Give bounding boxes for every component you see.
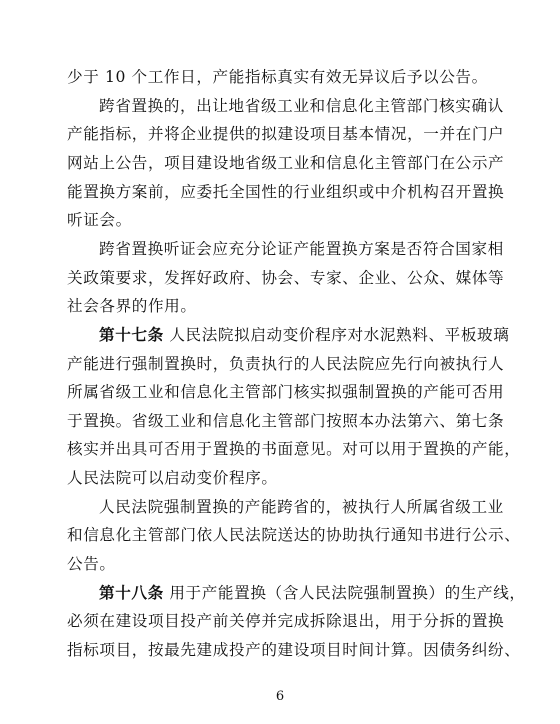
article-18-line [99, 583, 560, 603]
article-17-heading: 第十七条 [99, 325, 164, 344]
text-line: 人民法院可以启动变价程序。 [67, 469, 278, 487]
article-18-heading: 第十八条 [99, 583, 164, 602]
text-line: 听证会。 [67, 211, 132, 229]
article-17-line [99, 325, 560, 345]
text-line: 产能进行强制置换时，负责执行的人民法院应先行向被执行人 [67, 355, 505, 373]
text-line: 核实并出具可否用于置换的书面意见。对可以用于置换的产能， [67, 440, 521, 458]
text-line: 少于 10 个工作日，产能指标真实有效无异议后予以公告。 [67, 68, 488, 86]
text-line: 公告。 [67, 555, 116, 573]
text-line: 指标项目，按最先建成投产的建设项目时间计算。因债务纠纷、 [67, 641, 521, 659]
text-line: 和信息化主管部门依人民法院送达的协助执行通知书进行公示、 [67, 526, 521, 544]
article-17-text: 人民法院拟启动变价程序对水泥熟料、平板玻璃 [169, 326, 510, 344]
text-line: 于置换。省级工业和信息化主管部门按照本办法第六、第七条 [67, 412, 505, 430]
text-line: 必须在建设项目投产前关停并完成拆除退出，用于分拆的置换 [67, 612, 505, 630]
text-line: 网站上公告，项目建设地省级工业和信息化主管部门在公示产 [67, 154, 505, 172]
text-line: 产能指标，并将企业提供的拟建设项目基本情况，一并在门户 [67, 125, 505, 143]
text-line: 关政策要求，发挥好政府、协会、专家、企业、公众、媒体等 [67, 269, 505, 287]
text-line: 人民法院强制置换的产能跨省的，被执行人所属省级工业 [99, 498, 504, 516]
text-line: 所属省级工业和信息化主管部门核实拟强制置换的产能可否用 [67, 383, 505, 401]
text-line: 能置换方案前，应委托全国性的行业组织或中介机构召开置换 [67, 183, 505, 201]
article-18-text: 用于产能置换（含人民法院强制置换）的生产线， [169, 584, 526, 602]
text-line: 跨省置换的，出让地省级工业和信息化主管部门核实确认 [99, 97, 504, 115]
text-line: 跨省置换听证会应充分论证产能置换方案是否符合国家相 [99, 240, 504, 258]
text-line: 社会各界的作用。 [67, 297, 197, 315]
page-number: 6 [275, 689, 285, 704]
